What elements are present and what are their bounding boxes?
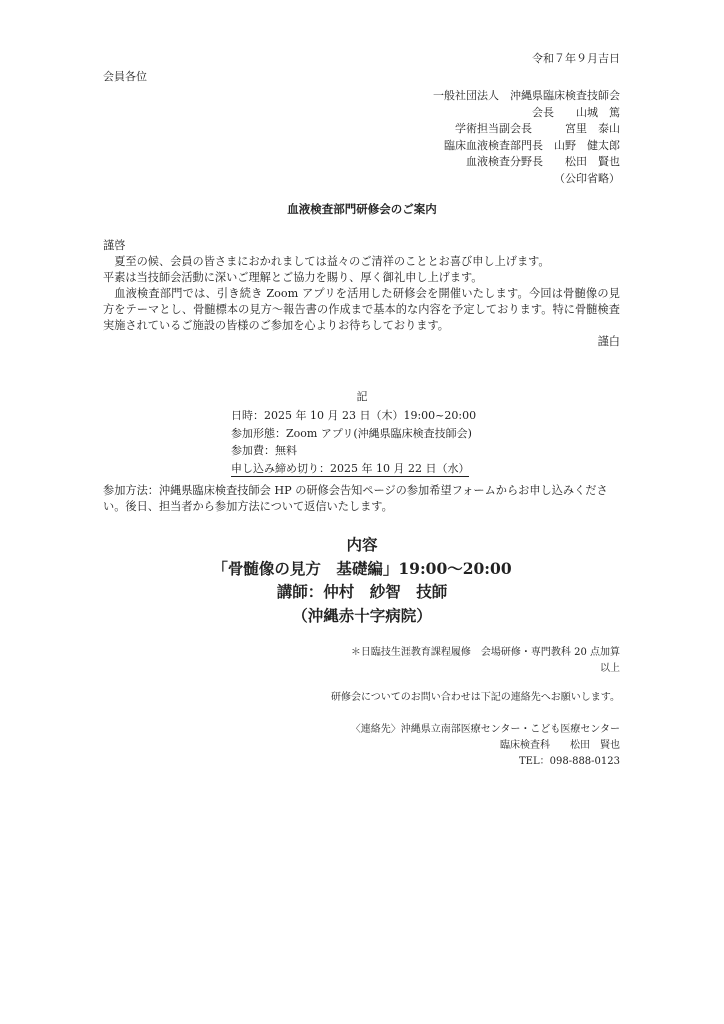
inquiry-note: 研修会についてのお問い合わせは下記の連絡先へお願いします。 <box>331 692 620 703</box>
letter-body <box>103 238 620 350</box>
sender-department-head: 臨床血液検査部門長 山野 健太郎 <box>444 138 620 152</box>
content-section <box>0 533 724 627</box>
lecturer-affiliation: （沖縄赤十字病院） <box>292 605 432 625</box>
document-title: 血液検査部門研修会のご案内 <box>287 202 437 216</box>
letter-opening: 謹啓 <box>103 239 126 252</box>
letter-paragraph: 平素は当技師会活動に深いご理解とご協力を賜り、厚く御礼申し上げます。 <box>103 271 483 284</box>
end-mark: 以上 <box>600 663 620 674</box>
seal-omitted: （公印省略） <box>554 171 620 185</box>
details-list <box>231 407 476 477</box>
contact-person: 臨床検査科 松田 賢也 <box>500 740 620 751</box>
sender-president: 会長 山城 篤 <box>532 105 620 119</box>
sender-block <box>433 88 620 187</box>
registration-method: 参加方法：沖縄県臨床検査技師会 HP の研修会告知ページの参加希望フォームからお申し込みください。後日、担当者から参加方法について返信いたします。 <box>103 484 608 513</box>
sender-organization: 一般社団法人 沖縄県臨床検査技師会 <box>433 89 620 102</box>
sender-section-head: 血液検査分野長 松田 賢也 <box>466 155 620 168</box>
sender-vice-president: 学術担当副会長 宮里 泰山 <box>455 122 620 135</box>
recipient: 会員各位 <box>103 70 147 83</box>
event-format: 参加形態：Zoom アプリ(沖縄県臨床検査技師会) <box>231 426 472 440</box>
lecturer: 講師：仲村 紗智 技師 <box>276 582 448 601</box>
session-title: 「骨髄像の見方 基礎編」19:00～20:00 <box>212 558 512 578</box>
details-heading: 記 <box>356 390 368 403</box>
contact-tel: TEL：098-888-0123 <box>519 756 620 767</box>
letter-closing: 謹白 <box>597 335 620 348</box>
letter-paragraph: 血液検査部門では、引き続き Zoom アプリを活用した研修会を開催いたします。今回は骨髄像の見方をテーマとし、骨髄標本の見方～報告書の作成まで基本的な内容を予定しております。特に骨髄検査実施されているご施設の皆様のご参加を心よりお待ちしております。 <box>103 287 620 332</box>
document-date: 令和７年９月吉日 <box>532 52 620 65</box>
credit-note: ＊日臨技生涯教育課程履修 会場研修・専門教科 20 点加算 <box>350 647 620 658</box>
event-fee: 参加費：無料 <box>231 444 297 457</box>
event-datetime: 日時：2025 年 10 月 23 日（木）19:00~20:00 <box>231 409 477 422</box>
content-heading: 内容 <box>346 535 378 554</box>
letter-paragraph: 夏至の候、会員の皆さまにおかれましては益々のご清祥のこととお喜び申し上げます。 <box>114 255 550 268</box>
contact-facility: 〈連絡先〉沖縄県立南部医療センター・こども医療センター <box>350 724 620 735</box>
registration-deadline: 申し込み締め切り：2025 年 10 月 22 日（水） <box>231 461 470 475</box>
